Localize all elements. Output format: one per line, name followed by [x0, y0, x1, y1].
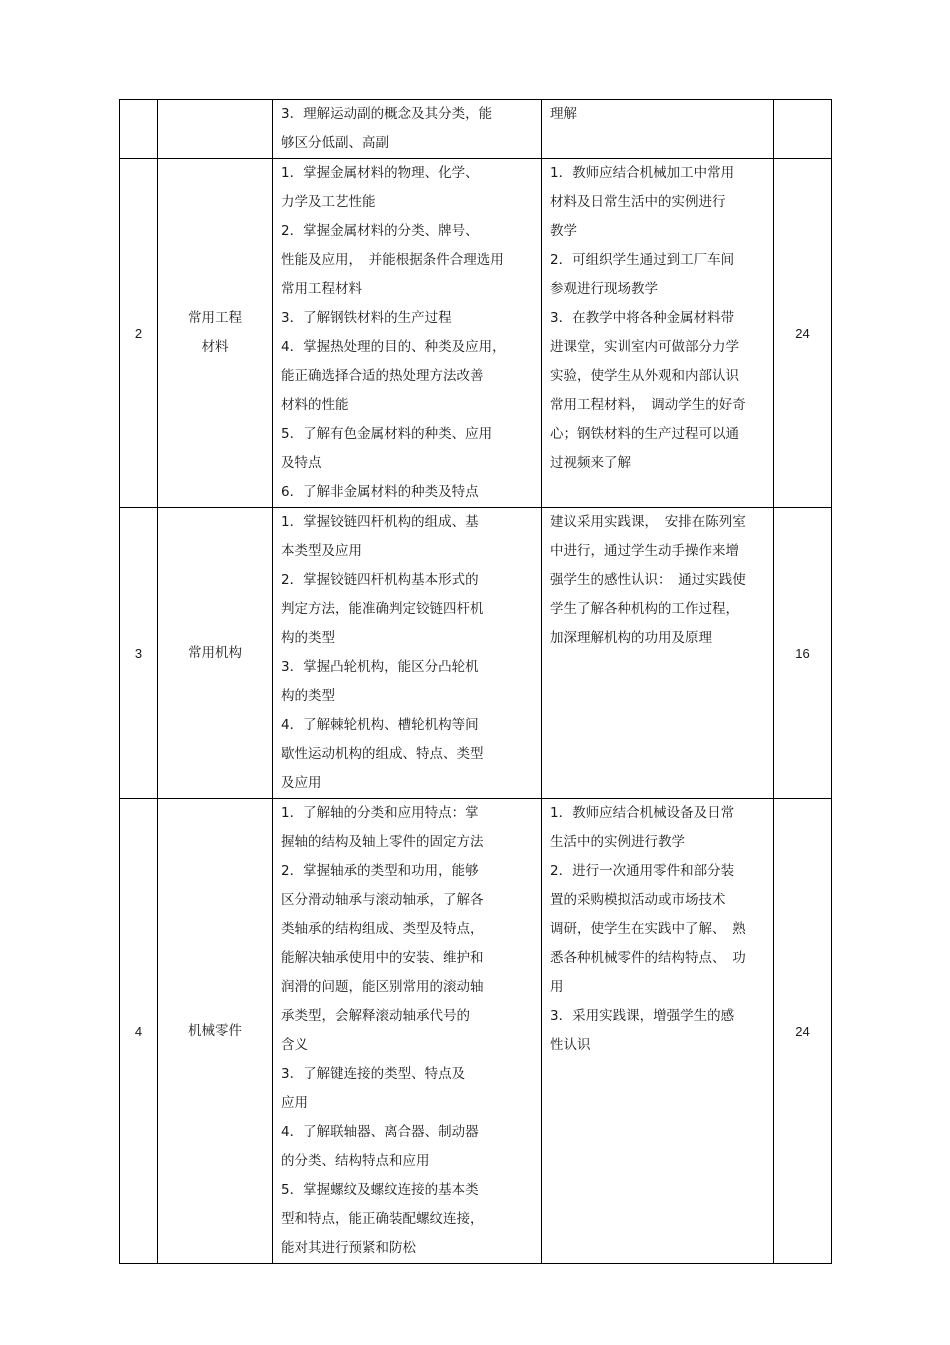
table-row — [120, 100, 832, 159]
requirement-line: 承类型，会解释滚动轴承代号的 — [281, 1008, 470, 1024]
suggestion-line: 实验，使学生从外观和内部认识 — [550, 368, 739, 384]
requirement-line: 2．掌握金属材料的分类、牌号、 — [281, 223, 479, 239]
requirements-cell — [273, 799, 542, 1264]
requirement-line: 3．掌握凸轮机构，能区分凸轮机 — [281, 659, 479, 675]
requirement-line: 本类型及应用 — [281, 543, 362, 559]
requirement-line: 润滑的问题，能区别常用的滚动轴 — [281, 979, 484, 995]
requirement-line: 构的类型 — [281, 630, 335, 646]
suggestion-line: 1．教师应结合机械设备及日常 — [550, 805, 735, 821]
suggestion-line: 建议采用实践课， 安排在陈列室 — [550, 514, 746, 530]
suggestion-line: 用 — [550, 979, 564, 995]
topic-line: 常用机构 — [188, 644, 242, 661]
suggestion-line: 加深理解机构的功用及原理 — [550, 630, 712, 646]
table-row — [120, 799, 832, 1264]
requirement-line: 能解决轴承使用中的安装、维护和 — [281, 950, 484, 966]
requirement-line: 材料的性能 — [281, 397, 349, 413]
requirement-line: 能对其进行预紧和防松 — [281, 1240, 416, 1256]
hours-cell — [774, 100, 832, 159]
requirement-line: 及特点 — [281, 455, 322, 471]
suggestions-cell — [542, 100, 774, 159]
requirement-line: 4．掌握热处理的目的、种类及应用， — [281, 339, 506, 355]
suggestion-line: 教学 — [550, 223, 577, 239]
requirement-line: 2．掌握轴承的类型和功用，能够 — [281, 863, 479, 879]
suggestion-line: 中进行，通过学生动手操作来增 — [550, 543, 739, 559]
topic-line: 机械零件 — [188, 1022, 242, 1039]
suggestion-line: 理解 — [550, 106, 577, 122]
requirement-line: 的分类、结构特点和应用 — [281, 1153, 430, 1169]
suggestion-line: 强学生的感性认识： 通过实践使 — [550, 572, 746, 588]
suggestion-line: 3．在教学中将各种金属材料带 — [550, 310, 735, 326]
table-row — [120, 508, 832, 799]
requirement-line: 5．掌握螺纹及螺纹连接的基本类 — [281, 1182, 479, 1198]
hours-cell — [774, 508, 832, 799]
suggestion-line: 2．可组织学生通过到工厂车间 — [550, 252, 735, 268]
requirement-line: 够区分低副、高副 — [281, 135, 389, 151]
topic-cell — [158, 799, 273, 1264]
topic-line: 材料 — [201, 339, 229, 355]
row-number-cell — [120, 159, 158, 508]
suggestion-line: 3．采用实践课，增强学生的感 — [550, 1008, 735, 1024]
suggestion-line: 进课堂，实训室内可做部分力学 — [550, 339, 739, 355]
requirement-line: 握轴的结构及轴上零件的固定方法 — [281, 834, 484, 850]
requirement-line: 判定方法，能准确判定铰链四杆机 — [281, 601, 484, 617]
row-number: 2 — [134, 325, 143, 341]
requirement-line: 5．了解有色金属材料的种类、应用 — [281, 426, 493, 442]
row-number-cell — [120, 799, 158, 1264]
suggestions-cell — [542, 799, 774, 1264]
hours-cell — [774, 799, 832, 1264]
suggestion-line: 心；钢铁材料的生产过程可以通 — [550, 426, 739, 442]
suggestion-line: 学生了解各种机构的工作过程， — [550, 601, 739, 617]
topic-cell — [158, 159, 273, 508]
row-number-cell — [120, 508, 158, 799]
suggestion-line: 参观进行现场教学 — [550, 281, 658, 297]
row-number: 3 — [134, 645, 143, 661]
table-body — [120, 100, 832, 1264]
suggestion-line: 常用工程材料， 调动学生的好奇 — [550, 397, 746, 413]
requirement-line: 含义 — [281, 1037, 308, 1053]
requirement-line: 能正确选择合适的热处理方法改善 — [281, 368, 484, 384]
hours-cell — [774, 159, 832, 508]
row-number-cell — [120, 100, 158, 159]
hours-value: 16 — [795, 645, 810, 661]
suggestions-cell — [542, 508, 774, 799]
requirement-line: 4．了解棘轮机构、槽轮机构等间 — [281, 717, 479, 733]
suggestion-line: 材料及日常生活中的实例进行 — [550, 194, 726, 210]
requirement-line: 2．掌握铰链四杆机构基本形式的 — [281, 572, 479, 588]
requirement-line: 性能及应用， 并能根据条件合理选用 — [281, 252, 504, 268]
requirement-line: 常用工程材料 — [281, 281, 362, 297]
requirement-line: 歇性运动机构的组成、特点、类型 — [281, 746, 484, 762]
suggestion-line: 调研，使学生在实践中了解、 熟 — [550, 921, 746, 937]
topic-cell — [158, 100, 273, 159]
row-number: 4 — [134, 1023, 143, 1039]
requirement-line: 1．掌握金属材料的物理、化学、 — [281, 165, 479, 181]
requirement-line: 1．了解轴的分类和应用特点：掌 — [281, 805, 479, 821]
suggestion-line: 1．教师应结合机械加工中常用 — [550, 165, 735, 181]
suggestion-line: 悉各种机械零件的结构特点、 功 — [550, 950, 746, 966]
requirement-line: 6．了解非金属材料的种类及特点 — [281, 484, 479, 500]
requirement-line: 3．了解键连接的类型、特点及 — [281, 1066, 466, 1082]
suggestion-line: 生活中的实例进行教学 — [550, 834, 685, 850]
requirement-line: 力学及工艺性能 — [281, 194, 376, 210]
topic-line: 常用工程 — [188, 310, 242, 326]
topic-cell — [158, 508, 273, 799]
requirement-line: 4．了解联轴器、离合器、制动器 — [281, 1124, 479, 1140]
requirement-line: 3．理解运动副的概念及其分类，能 — [281, 106, 493, 122]
requirement-line: 应用 — [281, 1095, 308, 1111]
suggestion-line: 2．进行一次通用零件和部分装 — [550, 863, 735, 879]
table-row — [120, 159, 832, 508]
suggestion-line: 置的采购模拟活动或市场技术 — [550, 892, 726, 908]
requirement-line: 构的类型 — [281, 688, 335, 704]
requirements-cell — [273, 100, 542, 159]
curriculum-table — [119, 99, 832, 1264]
suggestion-line: 过视频来了解 — [550, 455, 631, 471]
requirements-cell — [273, 508, 542, 799]
requirement-line: 1．掌握铰链四杆机构的组成、基 — [281, 514, 479, 530]
requirement-line: 及应用 — [281, 775, 322, 791]
requirement-line: 3．了解钢铁材料的生产过程 — [281, 310, 452, 326]
suggestions-cell — [542, 159, 774, 508]
suggestion-line: 性认识 — [550, 1037, 591, 1053]
requirement-line: 类轴承的结构组成、类型及特点， — [281, 921, 484, 937]
hours-value: 24 — [795, 325, 810, 341]
hours-value: 24 — [795, 1023, 810, 1039]
requirement-line: 型和特点，能正确装配螺纹连接， — [281, 1211, 484, 1227]
requirements-cell — [273, 159, 542, 508]
requirement-line: 区分滑动轴承与滚动轴承，了解各 — [281, 892, 484, 908]
